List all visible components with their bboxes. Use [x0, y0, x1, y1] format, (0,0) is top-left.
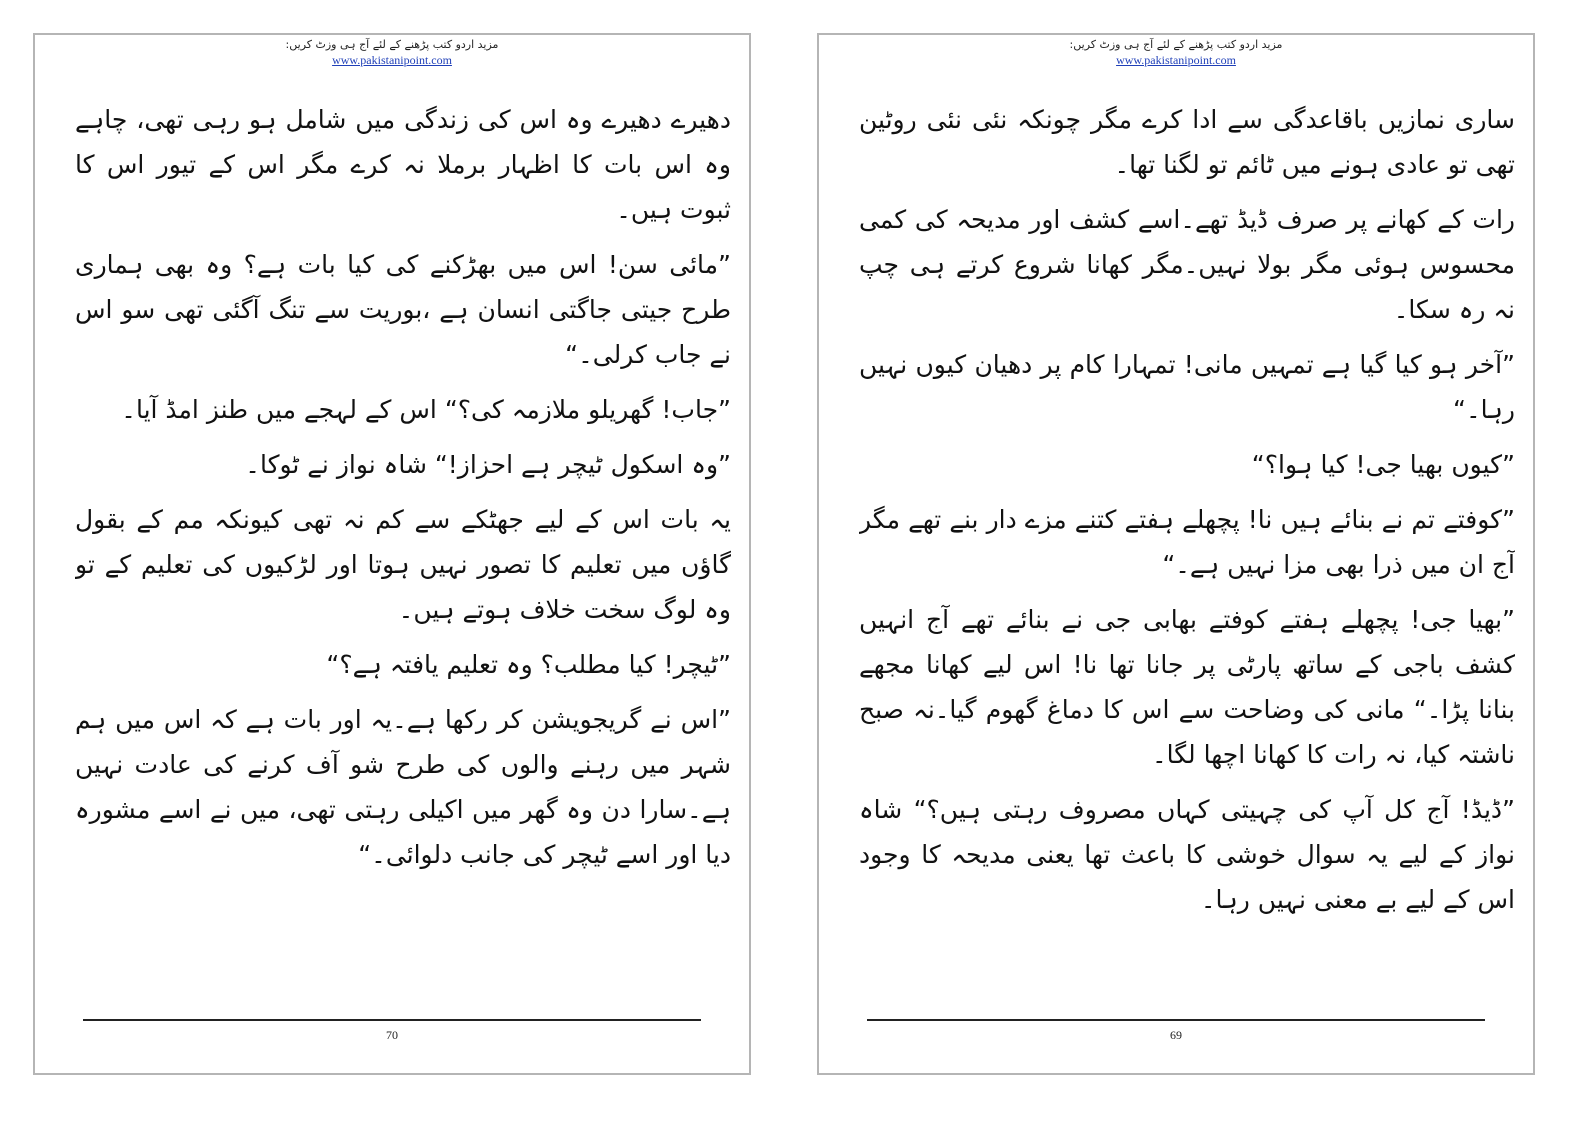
page-header — [819, 37, 1533, 68]
paragraph: ”وہ اسکول ٹیچر ہے احزاز!“ شاہ نواز نے ٹوکا۔ — [245, 450, 731, 479]
header-text: مزید اردو کتب پڑھنے کے لئے آج ہی وزٹ کریں: — [285, 38, 499, 51]
site-link[interactable]: www.pakistanipoint.com — [332, 53, 452, 67]
paragraph: ”اس نے گریجویشن کر رکھا ہے۔یہ اور بات ہے کہ اس میں ہم شہر میں رہنے والوں کی طرح شو آف کرنے کی عادت نہیں ہے۔سارا دن وہ گھر میں اکیلی رہتی تھی، میں نے اسے مشورہ دیا اور اسے ٹیچر کی جانب دلوائی۔“ — [75, 705, 731, 869]
page-number: 70 — [386, 1028, 398, 1042]
paragraph: ”ڈیڈ! آج کل آپ کی چہیتی کہاں مصروف رہتی ہیں؟“ شاہ نواز کے لیے یہ سوال خوشی کا باعث تھا یعنی مدیحہ کا وجود اس کے لیے بے معنی نہیں رہا۔ — [859, 795, 1515, 914]
paragraph: ساری نمازیں باقاعدگی سے ادا کرے مگر چونکہ نئی نئی روٹین تھی تو عادی ہونے میں ٹائم تو لگنا تھا۔ — [859, 105, 1515, 179]
paragraph: ”ٹیچر! کیا مطلب؟ وہ تعلیم یافتہ ہے؟“ — [326, 650, 731, 679]
paragraph: ”جاب! گھریلو ملازمہ کی؟“ اس کے لہجے میں طنز امڈ آیا۔ — [121, 395, 731, 424]
site-link[interactable]: www.pakistanipoint.com — [1116, 53, 1236, 67]
page-header — [35, 37, 749, 68]
paragraph: یہ بات اس کے لیے جھٹکے سے کم نہ تھی کیونکہ مم کے بقول گاؤں میں تعلیم کا تصور نہیں ہوتا اور لڑکیوں کی تعلیم کے تو وہ لوگ سخت خلاف ہوتے ہیں۔ — [75, 505, 731, 624]
paragraph: ”مائی سن! اس میں بھڑکنے کی کیا بات ہے؟ وہ بھی ہماری طرح جیتی جاگتی انسان ہے ،بوریت سے تنگ آگئی تھی سو اس نے جاب کرلی۔“ — [75, 250, 731, 369]
paragraph: ”آخر ہو کیا گیا ہے تمہیں مانی! تمہارا کام پر دھیان کیوں نہیں رہا۔“ — [859, 350, 1515, 424]
footer-divider — [83, 1019, 701, 1021]
page-69 — [817, 33, 1535, 1075]
paragraph: ”کوفتے تم نے بنائے ہیں نا! پچھلے ہفتے کتنے مزے دار بنے تھے مگر آج ان میں ذرا بھی مزا نہیں ہے۔“ — [859, 505, 1515, 579]
page-text — [75, 97, 731, 1013]
header-text: مزید اردو کتب پڑھنے کے لئے آج ہی وزٹ کریں: — [1069, 38, 1283, 51]
paragraph: ”بھیا جی! پچھلے ہفتے کوفتے بھابی جی نے بنائے تھے آج انہیں کشف باجی کے ساتھ پارٹی پر جانا تھا نا! اس لیے کھانا مجھے بنانا پڑا۔“ مانی کی وضاحت سے اس کا دماغ گھوم گیا۔نہ صبح ناشتہ کیا، نہ رات کا کھانا اچھا لگا۔ — [859, 605, 1515, 769]
page-number: 69 — [1170, 1028, 1182, 1042]
paragraph: رات کے کھانے پر صرف ڈیڈ تھے۔اسے کشف اور مدیحہ کی کمی محسوس ہوئی مگر بولا نہیں۔مگر کھانا شروع کرتے ہی چپ نہ رہ سکا۔ — [859, 205, 1515, 324]
page-70 — [33, 33, 751, 1075]
footer-divider — [867, 1019, 1485, 1021]
page-text — [859, 97, 1515, 1013]
paragraph: ”کیوں بھیا جی! کیا ہوا؟“ — [1251, 450, 1515, 479]
paragraph: دھیرے دھیرے وہ اس کی زندگی میں شامل ہو رہی تھی، چاہے وہ اس بات کا اظہار برملا نہ کرے مگر اس کے تیور اس کا ثبوت ہیں۔ — [75, 105, 731, 224]
